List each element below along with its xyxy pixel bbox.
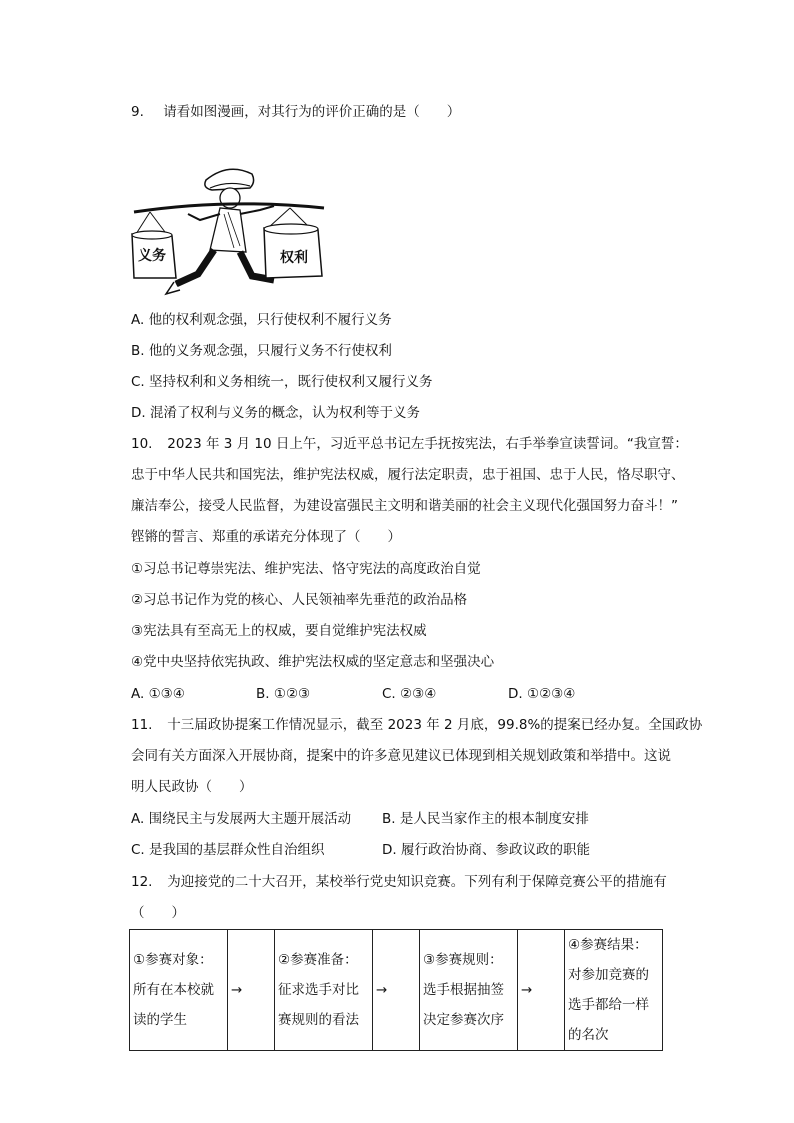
q10-statement-3: ③宪法具有至高无上的权威，要自觉维护宪法权威 [131,623,427,639]
q9-option-a: A. 他的权利观念强，只行使权利不履行义务 [131,312,392,328]
q12-stem-line-2: （ ） [131,905,185,921]
flow-arrow-2: → [373,930,420,1051]
q10-statement-2: ②习总书记作为党的核心、人民领袖率先垂范的政治品格 [131,592,468,608]
q9-stem-text: 请看如图漫画，对其行为的评价正确的是（ ） [163,104,461,120]
q12-stem-line-1 [131,872,667,892]
q10-option-a: A. ①③④ [131,686,185,702]
q11-option-c: C. 是我国的基层群众性自治组织 [131,842,325,858]
q10-statement-1: ①习总书记尊崇宪法、维护宪法、恪守宪法的高度政治自觉 [131,561,481,577]
q9-number: 9. [131,104,144,120]
flow-arrow-3: → [518,930,565,1051]
cartoon-illustration [128,158,328,303]
q9-stem [131,102,460,122]
q11-number: 11. [131,717,153,733]
q12-flow-table [129,929,663,1051]
flow-step-3: ③参赛规则：选手根据抽签决定参赛次序 [420,930,518,1051]
flow-step-1: ①参赛对象：所有在本校就读的学生 [130,930,228,1051]
flow-arrow-1: → [228,930,275,1051]
q10-option-c: C. ②③④ [382,686,437,702]
q11-stem-line-1 [131,715,702,735]
right-basket-label: 权利 [280,250,308,266]
q9-option-c: C. 坚持权利和义务相统一，既行使权利又履行义务 [131,374,433,390]
flow-step-2: ②参赛准备：征求选手对比赛规则的看法 [275,930,373,1051]
q11-option-a: A. 围绕民主与发展两大主题开展活动 [131,811,352,827]
flow-step-4: ④参赛结果：对参加竞赛的选手都给一样的名次 [565,930,663,1051]
q11-option-d: D. 履行政治协商、参政议政的职能 [382,842,590,858]
q10-stem-line-1 [131,434,688,454]
q9-option-d: D. 混淆了权利与义务的概念，认为权利等于义务 [131,405,420,421]
q12-stem-text-1: 为迎接党的二十大召开，某校举行党史知识竞赛。下列有利于保障竞赛公平的措施有 [167,874,667,890]
q10-statement-4: ④党中央坚持依宪执政、维护宪法权威的坚定意志和坚强决心 [131,654,495,670]
q10-stem-text-1: 2023 年 3 月 10 日上午，习近平总书记左手抚按宪法，右手举拳宣读誓词。“我宣誓： [167,436,688,452]
left-basket-label: 义务 [138,248,166,264]
q10-stem-line-3: 廉洁奉公，接受人民监督，为建设富强民主文明和谐美丽的社会主义现代化强国努力奋斗！” [131,498,678,514]
q11-stem-text-1: 十三届政协提案工作情况显示，截至 2023 年 2 月底，99.8%的提案已经办复。全国政协 [167,717,703,733]
cartoon-drawing [128,158,328,303]
q11-stem-line-3: 明人民政协（ ） [131,779,253,795]
q10-option-d: D. ①②③④ [508,686,576,702]
q10-stem-line-4: 铿锵的誓言、郑重的承诺充分体现了（ ） [131,529,401,545]
q9-option-b: B. 他的义务观念强，只履行义务不行使权利 [131,343,392,359]
q10-option-b: B. ①②③ [256,686,311,702]
q11-option-b: B. 是人民当家作主的根本制度安排 [382,811,589,827]
q12-number: 12. [131,874,153,890]
q10-number: 10. [131,436,153,452]
q10-stem-line-2: 忠于中华人民共和国宪法，维护宪法权威，履行法定职责，忠于祖国、忠于人民，恪尽职守、 [131,467,685,483]
table-row [130,930,663,1051]
q11-stem-line-2: 会同有关方面深入开展协商，提案中的许多意见建议已体现到相关规划政策和举措中。这说 [131,748,671,764]
